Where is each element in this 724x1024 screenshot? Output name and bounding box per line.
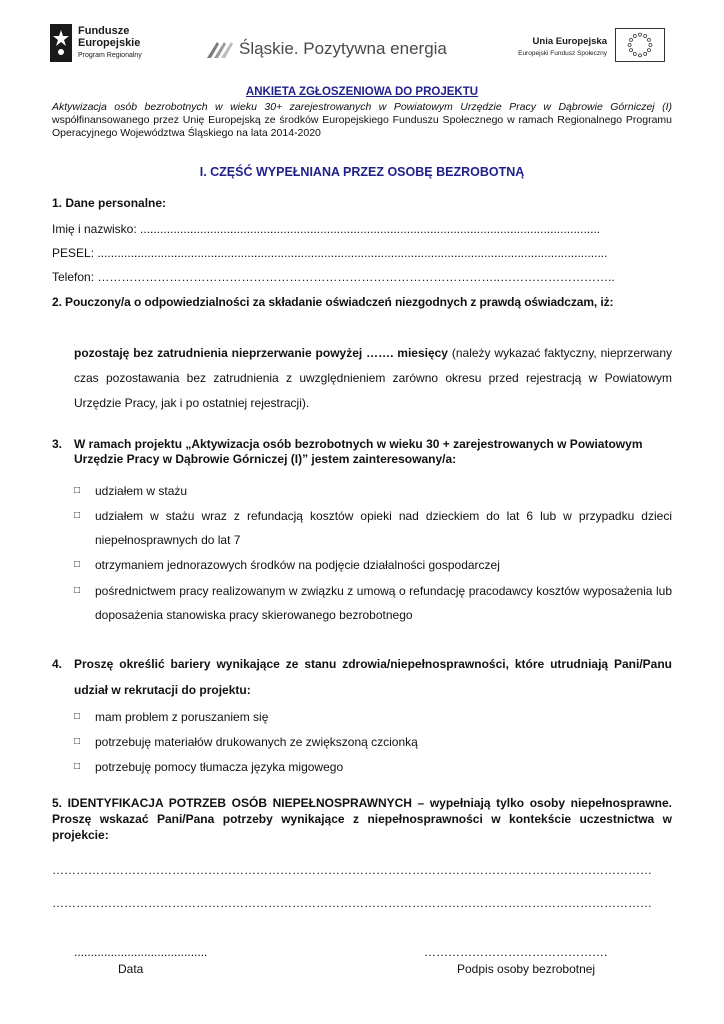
q3-heading [74, 437, 674, 467]
q3-heading-line1: W ramach projektu „Aktywizacja osób bezrobotnych w wieku 30 + zarejestrowanych w Powiatowym [74, 437, 643, 451]
q3-option-label: udziałem w stażu [95, 484, 188, 498]
q4-heading: Proszę określić bariery wynikające ze stanu zdrowia/niepełnosprawności, które utrudniają Pani/Panu udział w rekrutacji do projektu: [74, 657, 672, 697]
pesel-field[interactable] [52, 246, 672, 260]
signature-field[interactable]: ………………………………………. [424, 945, 608, 959]
section-title: I. CZĘŚĆ WYPEŁNIANA PRZEZ OSOBĘ BEZROBOTNĄ [199, 165, 525, 179]
slaskie-text: Śląskie. Pozytywna energia [239, 39, 447, 58]
q1-heading: 1. Dane personalne: [52, 196, 167, 210]
eu-line2: Europejski Fundusz Społeczny [518, 50, 607, 57]
q4-option[interactable] [74, 755, 672, 779]
fe-line1: Fundusze [78, 25, 130, 37]
pesel-dots: ......................................................................................................................................................... [97, 246, 608, 260]
q4-option[interactable] [74, 730, 672, 754]
fe-line2: Europejskie [78, 36, 141, 49]
q3-option[interactable] [74, 553, 672, 577]
signature-label: Podpis osoby bezrobotnej [457, 962, 596, 976]
checkbox-icon[interactable]: □ [74, 510, 81, 521]
checkbox-icon[interactable]: □ [74, 585, 81, 596]
intro-paragraph [52, 101, 672, 140]
date-label: Data [118, 962, 144, 976]
checkbox-icon[interactable]: □ [74, 485, 81, 496]
q2-statement-rest: (należy wykazać faktyczny, nieprzerwany czas pozostawania bez zatrudnienia z uwzględnieniem zarówno okresu przed rejestracją w Powiatowym Urzędzie Pracy, jak i po ostatniej rejestracji). [74, 346, 673, 410]
q4-option[interactable] [74, 705, 672, 729]
name-field[interactable] [52, 222, 672, 236]
checkbox-icon[interactable]: □ [74, 711, 81, 722]
intro-rest: współfinansowanego przez Unię Europejską ze środków Europejskiego Funduszu Społecznego w ramach Regionalnego Programu Operacyjnego Województwa Śląskiego na lata 2014-2020 [52, 114, 672, 139]
slaskie-logo [205, 36, 455, 64]
q2-statement [74, 341, 672, 416]
q3-option[interactable] [74, 579, 672, 627]
q2-heading: 2. Pouczony/a o odpowiedzialności za składanie oświadczeń niezgodnych z prawdą oświadczam, iż: [52, 295, 614, 309]
project-name: Aktywizacja osób bezrobotnych w wieku 30+ zarejestrowanych w Powiatowym Urzędzie Pracy w Dąbrowie Górniczej (I) [52, 101, 672, 113]
q3-option-label: pośrednictwem pracy realizowanym w związku z umową o refundację pracodawcy kosztów wyposażenia lub doposażenia stanowiska pracy skierowanego bezrobotnego [95, 584, 672, 622]
checkbox-icon[interactable]: □ [74, 559, 81, 570]
fe-line3: Program Regionalny [78, 52, 142, 59]
q4-option-label: mam problem z poruszaniem się [95, 710, 269, 724]
date-field[interactable]: ........................................ [74, 945, 208, 959]
q4-option-label: potrzebuję pomocy tłumacza języka migowego [95, 760, 344, 774]
q5-heading: 5. IDENTYFIKACJA POTRZEB OSÓB NIEPEŁNOSPRAWNYCH – wypełniają tylko osoby niepełnosprawne. Proszę wskazać Pani/Pana potrzeby wynikające z niepełnosprawności w kontekście uczestnictwa w projekcie: [52, 796, 672, 842]
phone-dots: ………………………………………………………………………………………..……………………….. [97, 270, 615, 284]
q4-number: 4. [52, 657, 63, 671]
q2-statement-bold: pozostaję bez zatrudnienia nieprzerwanie powyżej ……. miesięcy [74, 346, 448, 360]
eu-logo [503, 28, 667, 66]
slaskie-wave-icon [205, 38, 235, 62]
eu-flag-icon [615, 28, 665, 62]
document-title: ANKIETA ZGŁOSZENIOWA DO PROJEKTU [245, 86, 479, 98]
phone-label: Telefon: [52, 270, 98, 284]
q3-heading-line2: Urzędzie Pracy w Dąbrowie Górniczej (I)” jestem zainteresowany/a: [74, 452, 457, 466]
pesel-label: PESEL: [52, 246, 98, 260]
eu-line1: Unia Europejska [532, 36, 607, 47]
q3-option[interactable] [74, 504, 672, 552]
phone-field[interactable] [52, 270, 672, 284]
q5-answer-line[interactable]: …………………………………………………………………………………………………………………………………… [52, 863, 652, 877]
fundusze-europejskie-logo [50, 20, 162, 68]
name-label: Imię i nazwisko: [52, 222, 141, 236]
q5-answer-line[interactable]: …………………………………………………………………………………………………………………………………… [52, 896, 652, 910]
q3-number: 3. [52, 437, 63, 451]
q3-option[interactable] [74, 479, 672, 503]
fe-star-icon [50, 24, 72, 62]
checkbox-icon[interactable]: □ [74, 761, 81, 772]
q4-option-label: potrzebuję materiałów drukowanych ze zwiększoną czcionką [95, 735, 418, 749]
q3-option-label: udziałem w stażu wraz z refundacją kosztów opieki nad dzieckiem do lat 6 lub w przypadku dzieci niepełnosprawnych do lat 7 [95, 509, 672, 547]
name-dots: .......................................................................................................................................... [140, 222, 601, 236]
checkbox-icon[interactable]: □ [74, 736, 81, 747]
q3-option-label: otrzymaniem jednorazowych środków na podjęcie działalności gospodarczej [95, 558, 500, 572]
